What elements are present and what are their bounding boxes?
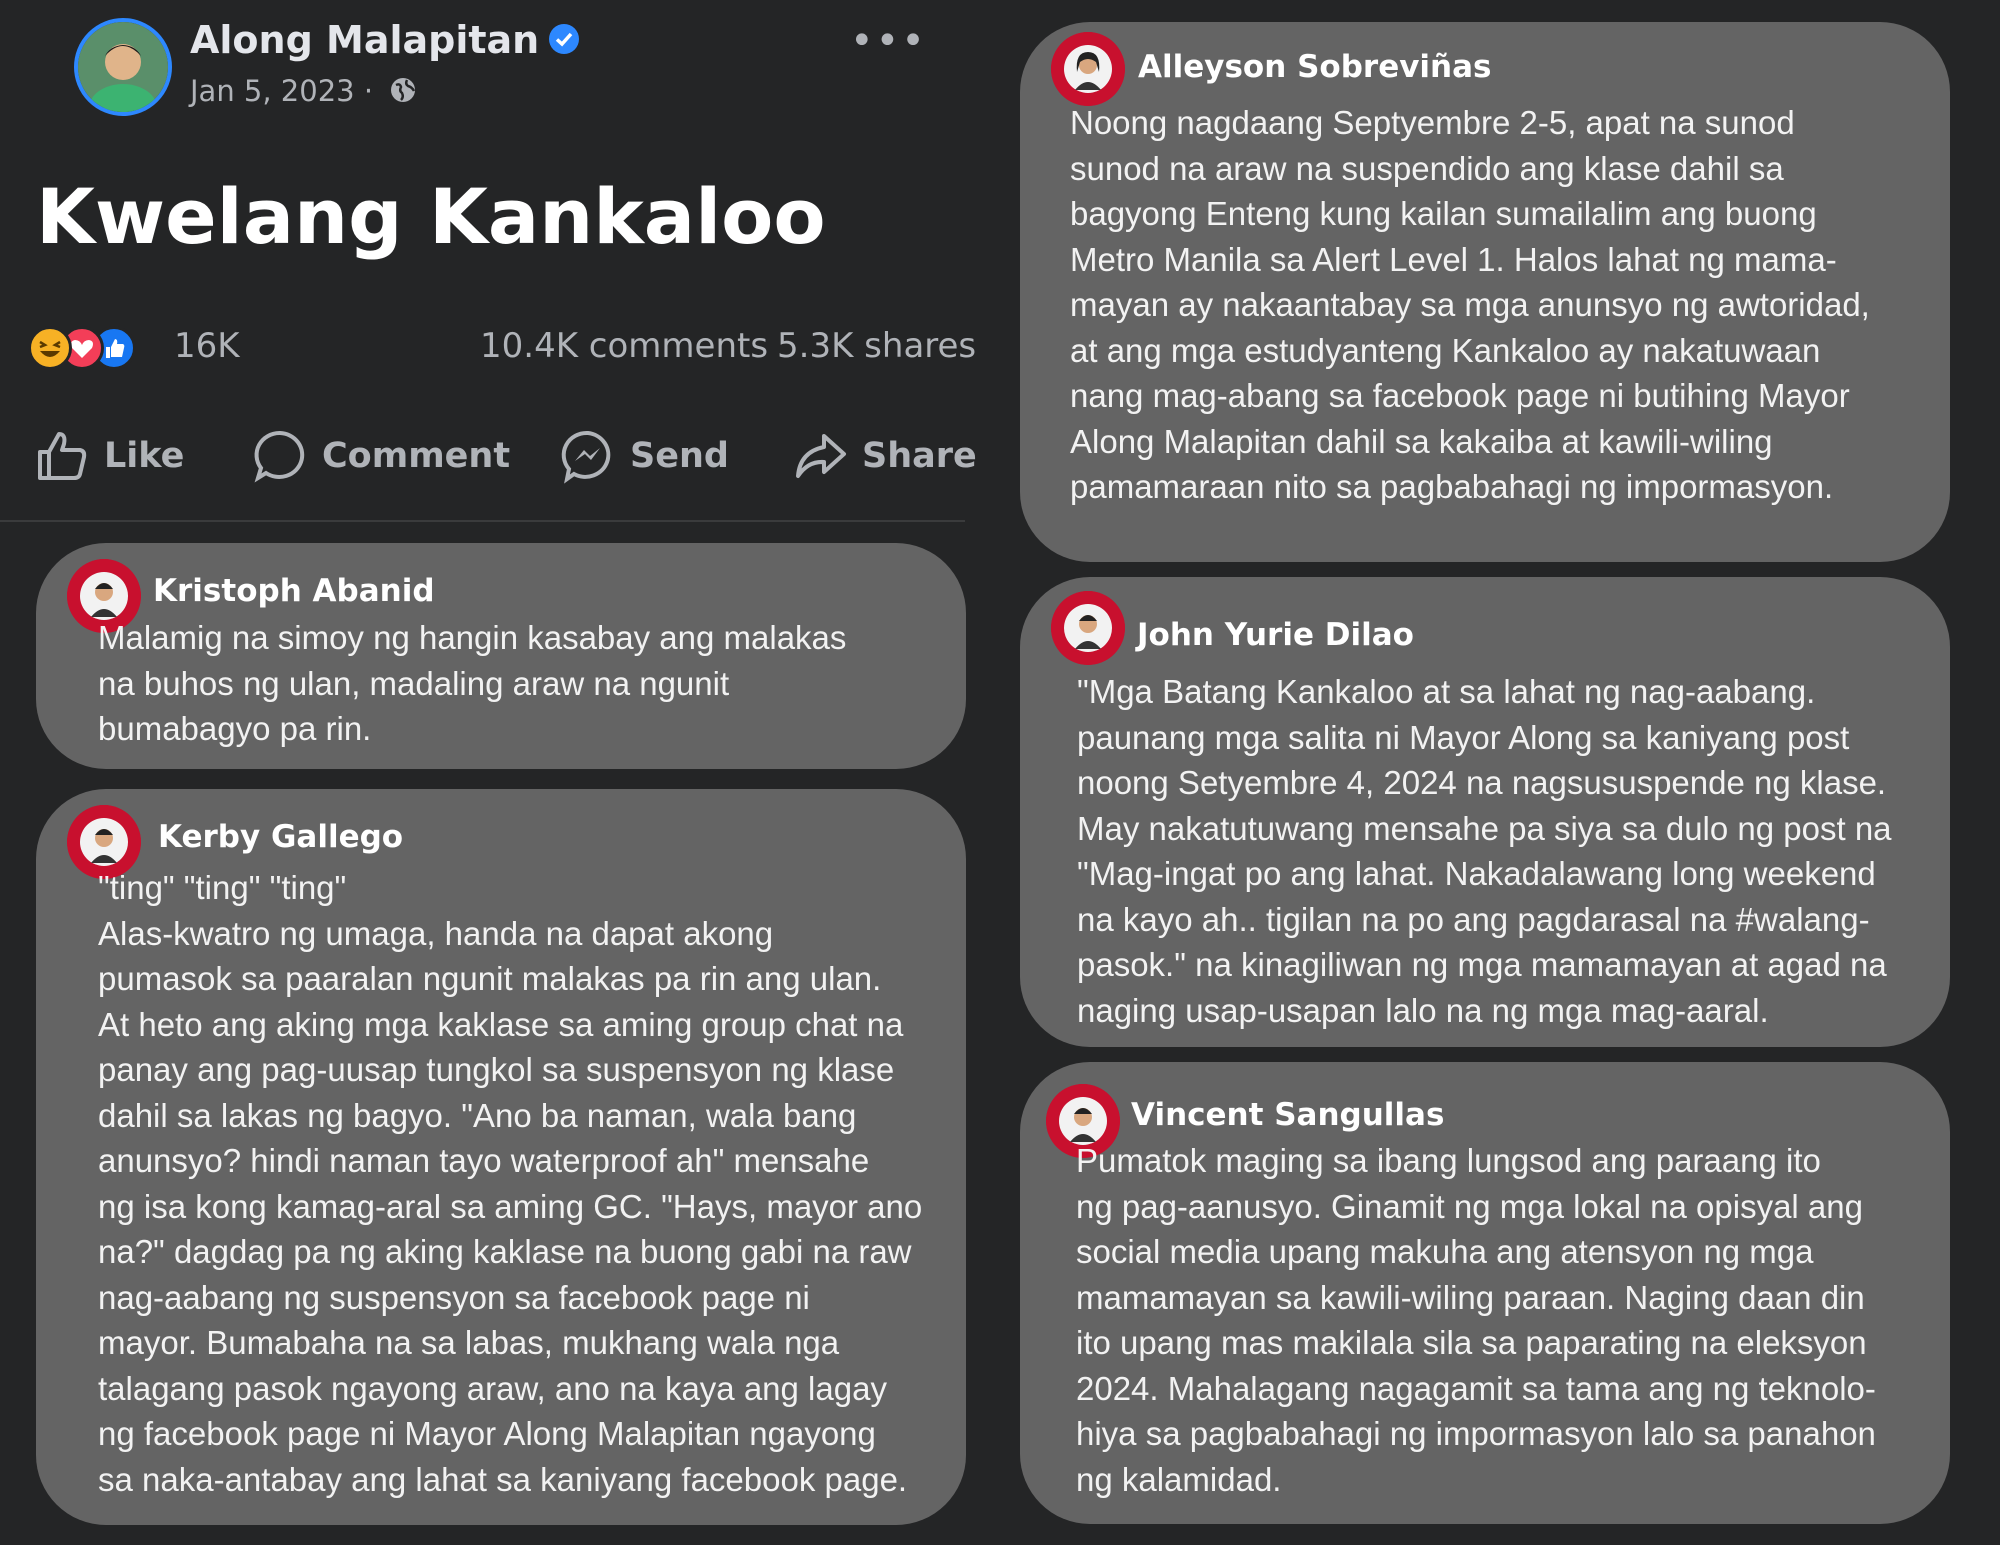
reaction-count[interactable]: 16K <box>174 326 240 366</box>
author-name[interactable] <box>190 18 579 62</box>
post-meta <box>190 74 418 112</box>
thumbs-up-icon <box>34 428 90 484</box>
commenter-name[interactable]: Kerby Gallego <box>158 819 404 855</box>
commenter-name[interactable]: Alleyson Sobreviñas <box>1138 49 1492 85</box>
more-options-icon[interactable]: ••• <box>850 18 927 64</box>
commenter-name[interactable]: Kristoph Abanid <box>153 573 435 609</box>
author-name-text[interactable]: Along Malapitan <box>190 18 540 62</box>
comment-bubble <box>36 789 966 1525</box>
messenger-icon <box>560 428 616 484</box>
comment-bubble-icon <box>252 428 308 484</box>
shares-count[interactable]: 5.3K shares <box>777 326 977 366</box>
comment-bubble <box>1020 577 1950 1047</box>
commenter-name[interactable]: John Yurie Dilao <box>1137 617 1414 653</box>
share-arrow-icon <box>792 428 848 484</box>
author-avatar[interactable] <box>74 18 172 116</box>
comment-text: Malamig na simoy ng hangin kasabay ang malakas na buhos ng ulan, madaling araw na ngunit bumabagyo pa rin. <box>98 619 847 747</box>
like-button[interactable] <box>34 426 184 486</box>
comment-bubble <box>1020 22 1950 562</box>
comment-button[interactable] <box>252 426 510 486</box>
comment-text: Pumatok maging sa ibang lungsod ang paraang ito ng pag-aanusyo. Ginamit ng mga lokal na opisyal ang social media upang makuha ang atensyon ng mga mamamayan sa kawili-wiling paraan. Naging daan din ito upang mas makilala sila sa paparating na eleksyon 2024. Mahalagang nagagamit sa tama ang ng teknolo- hiya sa pagbabahagi ng impormasyon lalo sa panahon ng kalamidad. <box>1076 1142 1876 1498</box>
share-label[interactable]: Share <box>862 436 977 476</box>
haha-reaction-icon <box>28 326 72 370</box>
send-label[interactable]: Send <box>630 436 729 476</box>
comment-bubble <box>36 543 966 769</box>
comments-count[interactable]: 10.4K comments <box>480 326 769 366</box>
comment-label[interactable]: Comment <box>322 436 511 476</box>
send-button[interactable] <box>560 426 729 486</box>
comment-text: "ting" "ting" "ting" Alas-kwatro ng umaga, handa na dapat akong pumasok sa paaralan ngunit malakas pa rin ang ulan. At heto ang aking mga kaklase sa aming group chat na panay ang pag-uusap tungkol sa suspensyon ng klase dahil sa lakas ng bagyo. "Ano ba naman, wala bang anunsyo? hindi naman tayo waterproof ah" mensahe ng isa kong kamag-aral sa aming GC. "Hays, mayor ano na?" dagdag pa ng aking kaklase na buong gabi na raw nag-aabang ng suspensyon sa facebook page ni mayor. Bumabaha na sa labas, mukhang wala nga talagang pasok ngayong araw, ano na kaya ang lagay ng facebook page ni Mayor Along Malapitan ngayong sa naka-antabay ang lahat sa kaniyang facebook page. <box>98 869 923 1498</box>
like-label[interactable]: Like <box>104 436 185 476</box>
post-date[interactable]: Jan 5, 2023 · <box>190 74 374 108</box>
post-title: Kwelang Kankaloo <box>36 172 826 261</box>
commenter-name[interactable]: Vincent Sangullas <box>1131 1097 1445 1133</box>
commenter-avatar[interactable] <box>1051 591 1125 665</box>
comment-bubble <box>1020 1062 1950 1524</box>
post-divider <box>0 520 965 522</box>
comment-text: Noong nagdaang Septyembre 2-5, apat na sunod sunod na araw na suspendido ang klase dahil sa bagyong Enteng kung kailan sumailalim ang buong Metro Manila sa Alert Level 1. Halos lahat ng mama- mayan ay nakaantabay sa mga anunsyo ng awtoridad, at ang mga estudyanteng Kankaloo ay nakatuwaan nang mag-abang sa facebook page ni butihing Mayor Along Malapitan dahil sa kakaiba at kawili-wiling pamamaraan nito sa pagbabahagi ng impormasyon. <box>1070 104 1870 505</box>
share-button[interactable] <box>792 426 977 486</box>
globe-icon <box>388 75 418 112</box>
verified-badge-icon <box>549 24 579 54</box>
commenter-avatar[interactable] <box>1051 32 1125 106</box>
comment-text: "Mga Batang Kankaloo at sa lahat ng nag-aabang. paunang mga salita ni Mayor Along sa kaniyang post noong Setyembre 4, 2024 na nagsususpende ng klase. May nakatutuwang mensahe pa siya sa dulo ng post na "Mag-ingat po ang lahat. Nakadalawang long weekend na kayo ah.. tigilan na po ang pagdarasal na #walang- pasok." na kinagiliwan ng mga mamamayan at agad na naging usap-usapan lalo na ng mga mag-aaral. <box>1077 673 1892 1029</box>
